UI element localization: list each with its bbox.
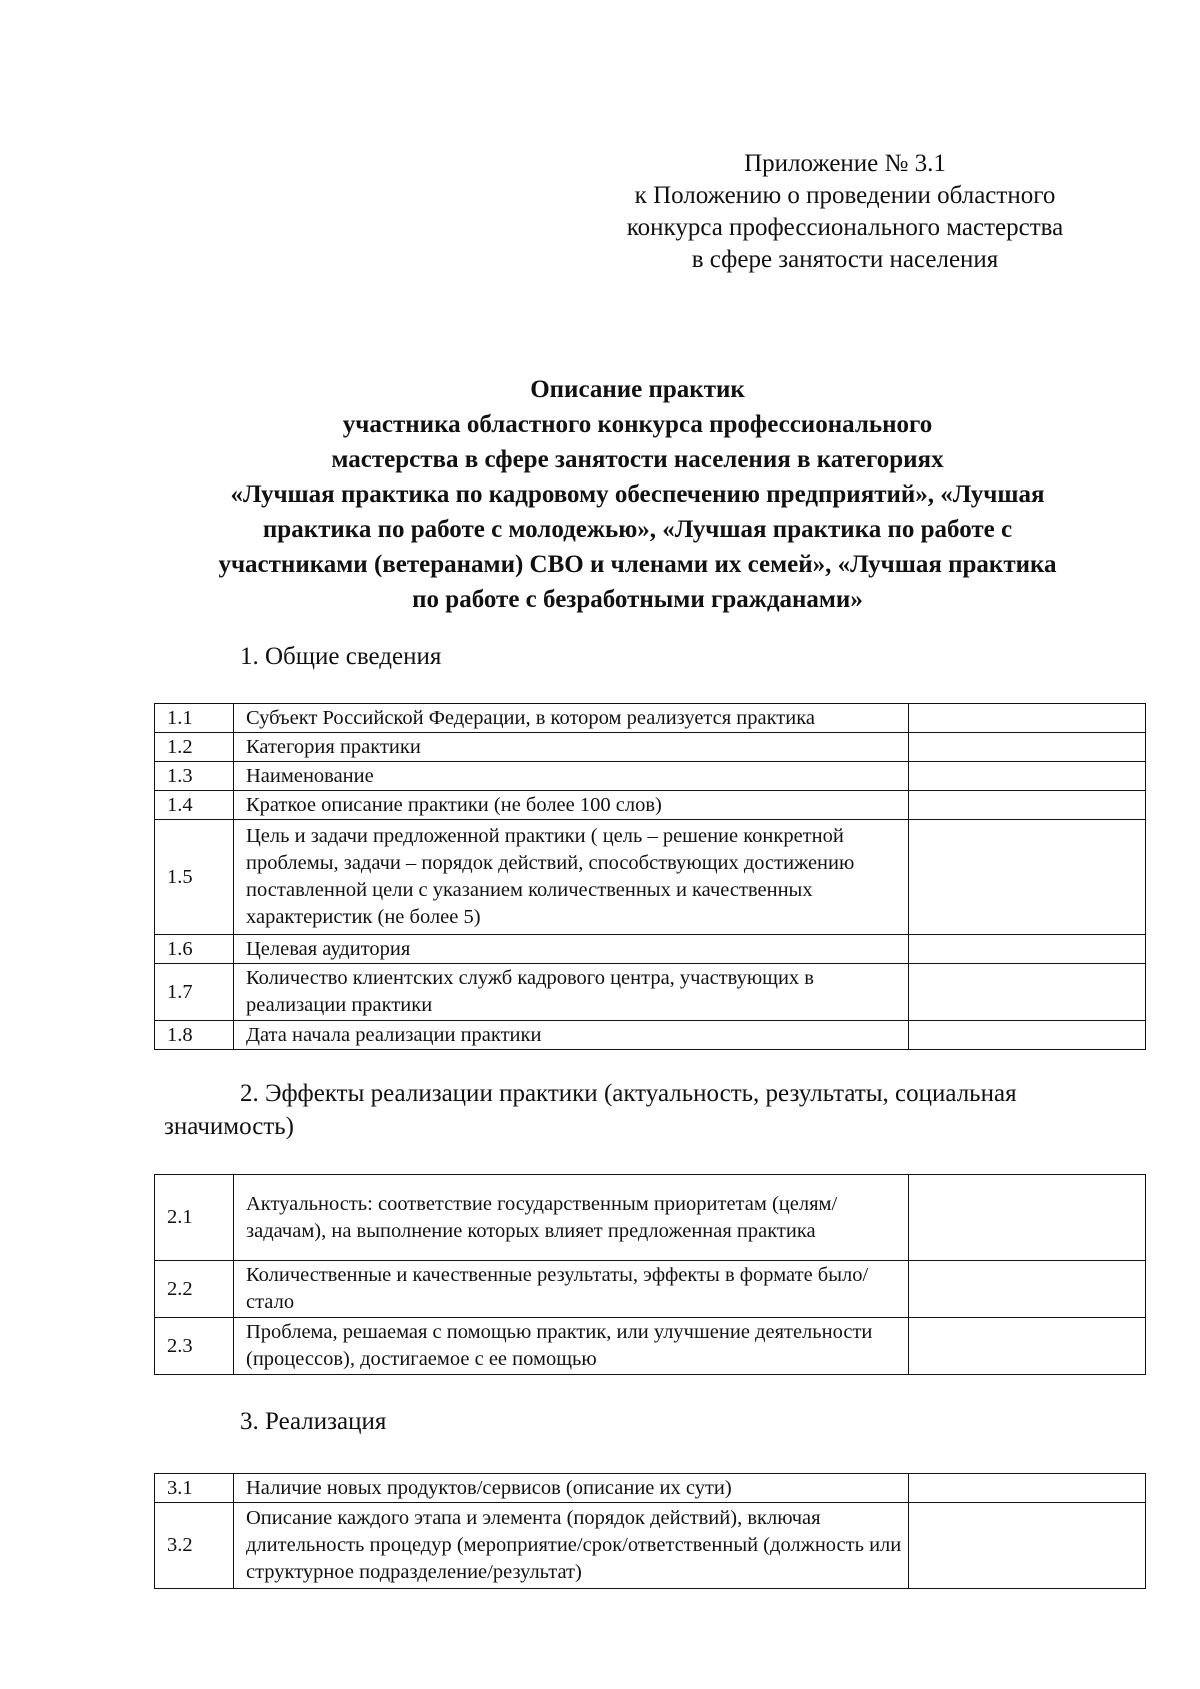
row-number: 1.3 <box>155 762 234 791</box>
row-number: 1.8 <box>155 1021 234 1050</box>
row-text: Цель и задачи предложенной практики ( цель – решение конкретной проблемы, задачи – порядок действий, способствующих достижению поставленной цели с указанием количественных и качественных характеристик (не более 5) <box>234 820 909 935</box>
document-title <box>150 372 1125 617</box>
annex-header <box>560 148 1130 276</box>
row-number: 1.5 <box>155 820 234 935</box>
row-value-cell[interactable] <box>909 791 1146 820</box>
row-text: Дата начала реализации практики <box>234 1021 909 1050</box>
row-text: Краткое описание практики (не более 100 слов) <box>234 791 909 820</box>
table-row <box>155 704 1146 733</box>
row-number: 1.4 <box>155 791 234 820</box>
row-text: Количественные и качественные результаты, эффекты в формате было/стало <box>234 1261 909 1318</box>
row-value-cell[interactable] <box>909 1021 1146 1050</box>
section-2-heading-line1: 2. Эффекты реализации практики (актуальность, результаты, социальная <box>240 1080 1017 1107</box>
table-row <box>155 1474 1146 1503</box>
row-number: 2.3 <box>155 1318 234 1375</box>
table-row <box>155 1175 1146 1261</box>
row-number: 3.2 <box>155 1503 234 1589</box>
row-value-cell[interactable] <box>909 1261 1146 1318</box>
section-1-table <box>154 703 1146 1050</box>
title-line: участника областного конкурса профессионального <box>342 411 933 438</box>
title-line: Описание практик <box>530 376 745 403</box>
section-2-table <box>154 1174 1146 1375</box>
row-text: Количество клиентских служб кадрового центра, участвующих в реализации практики <box>234 964 909 1021</box>
table-row <box>155 1261 1146 1318</box>
title-line: по работе с безработными гражданами» <box>412 586 863 613</box>
title-line: практика по работе с молодежью», «Лучшая практика по работе с <box>262 516 1013 543</box>
row-text: Проблема, решаемая с помощью практик, или улучшение деятельности (процессов), достигаемое с ее помощью <box>234 1318 909 1375</box>
annex-line: к Положению о проведении областного <box>634 182 1056 209</box>
row-text: Целевая аудитория <box>234 935 909 964</box>
table-row <box>155 964 1146 1021</box>
row-value-cell[interactable] <box>909 964 1146 1021</box>
annex-line: Приложение № 3.1 <box>744 150 946 177</box>
row-value-cell[interactable] <box>909 1474 1146 1503</box>
row-value-cell[interactable] <box>909 935 1146 964</box>
title-line: участниками (ветеранами) СВО и членами их семей», «Лучшая практика <box>218 551 1057 578</box>
table-row <box>155 733 1146 762</box>
table-row <box>155 820 1146 935</box>
row-number: 2.1 <box>155 1175 234 1261</box>
row-text: Актуальность: соответствие государственным приоритетам (целям/задачам), на выполнение которых влияет предложенная практика <box>234 1175 909 1261</box>
title-line: мастерства в сфере занятости населения в категориях <box>331 446 944 473</box>
row-value-cell[interactable] <box>909 733 1146 762</box>
row-text: Описание каждого этапа и элемента (порядок действий), включая длительность процедур (мероприятие/срок/ответственный (должность или структурное подразделение/результат) <box>234 1503 909 1589</box>
section-2-heading-line2: значимость) <box>164 1113 294 1140</box>
row-number: 2.2 <box>155 1261 234 1318</box>
row-value-cell[interactable] <box>909 1318 1146 1375</box>
row-text: Субъект Российской Федерации, в котором реализуется практика <box>234 704 909 733</box>
row-number: 3.1 <box>155 1474 234 1503</box>
row-value-cell[interactable] <box>909 704 1146 733</box>
table-row <box>155 762 1146 791</box>
section-3-heading: 3. Реализация <box>240 1408 387 1435</box>
table-row <box>155 935 1146 964</box>
section-3-table <box>154 1473 1146 1589</box>
annex-line: конкурса профессионального мастерства <box>626 214 1064 241</box>
table-row <box>155 1318 1146 1375</box>
table-row <box>155 1503 1146 1589</box>
row-value-cell[interactable] <box>909 1175 1146 1261</box>
row-text: Категория практики <box>234 733 909 762</box>
row-number: 1.6 <box>155 935 234 964</box>
annex-line: в сфере занятости населения <box>691 246 999 273</box>
table-row <box>155 1021 1146 1050</box>
row-number: 1.1 <box>155 704 234 733</box>
row-text: Наличие новых продуктов/сервисов (описание их сути) <box>234 1474 909 1503</box>
table-row <box>155 791 1146 820</box>
row-number: 1.2 <box>155 733 234 762</box>
title-line: «Лучшая практика по кадровому обеспечению предприятий», «Лучшая <box>230 481 1045 508</box>
row-value-cell[interactable] <box>909 1503 1146 1589</box>
row-value-cell[interactable] <box>909 762 1146 791</box>
row-value-cell[interactable] <box>909 820 1146 935</box>
row-text: Наименование <box>234 762 909 791</box>
section-1-heading: 1. Общие сведения <box>240 643 442 670</box>
row-number: 1.7 <box>155 964 234 1021</box>
